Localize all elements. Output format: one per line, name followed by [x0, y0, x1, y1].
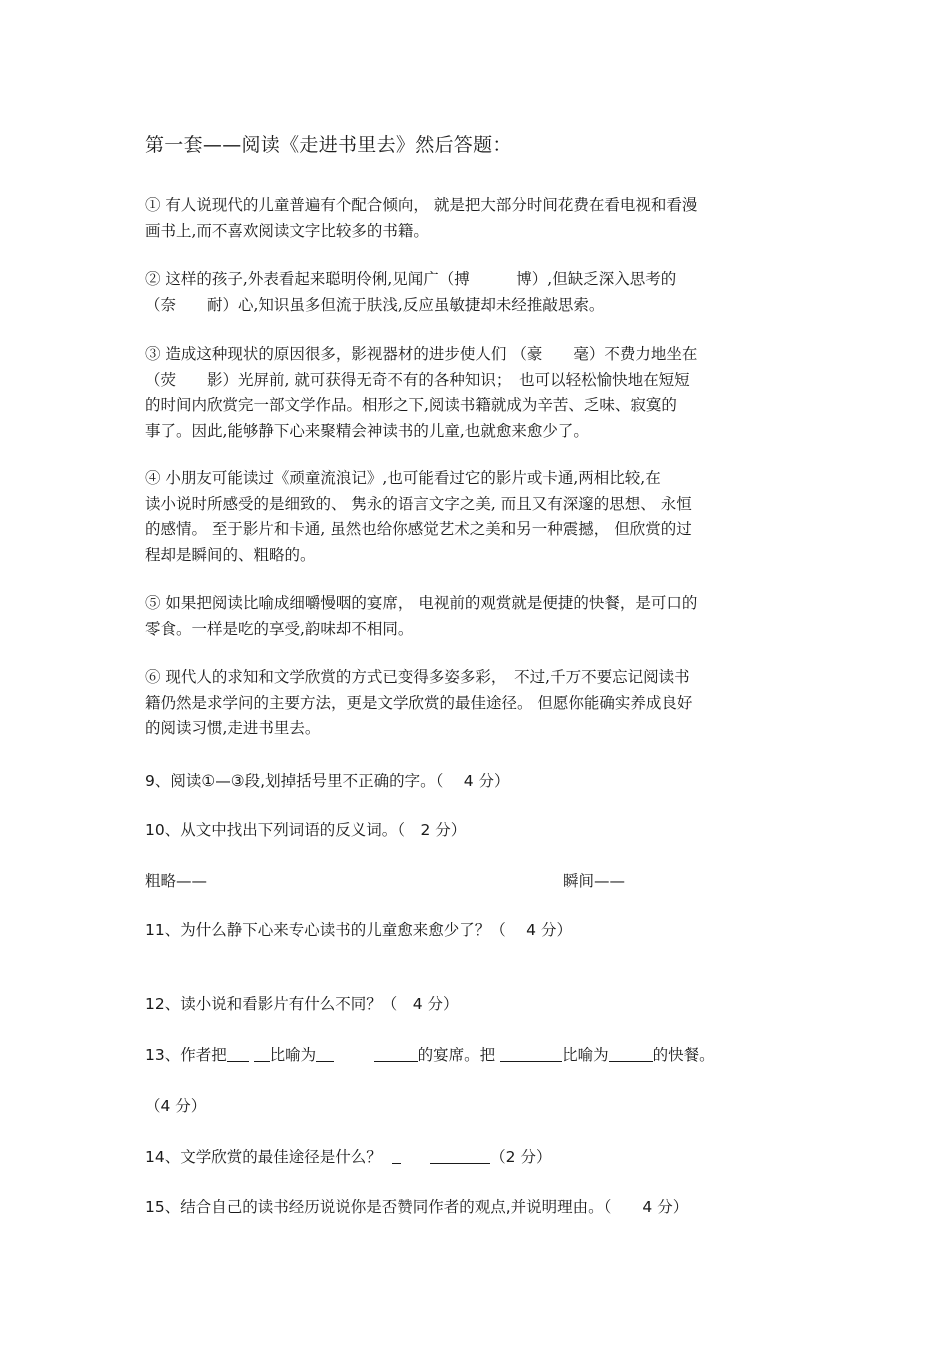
question-10-item-b: 瞬间—— [563, 872, 626, 890]
paragraph-2 [145, 267, 785, 318]
paragraph-line: ② 这样的孩子,外表看起来聪明伶俐,见闻广（搏 博）,但缺乏深入思考的 [145, 270, 677, 288]
paragraph-line: 事了。因此,能够静下心来聚精会神读书的儿童,也就愈来愈少了。 [145, 421, 589, 440]
paragraph-line: 籍仍然是求学问的主要方法，更是文学欣赏的最佳途径。 但愿你能确实养成良好 [145, 693, 693, 712]
answer-blank[interactable] [374, 1047, 418, 1062]
paragraph-line: 程却是瞬间的、粗略的。 [145, 545, 316, 564]
worksheet-title: 第一套——阅读《走进书里去》然后答题： [145, 134, 512, 156]
paragraph-4 [145, 466, 785, 568]
question-11: 11、为什么静下心来专心读书的儿童愈来愈少了？（ 4 分） [145, 921, 572, 939]
paragraph-6 [145, 665, 785, 742]
question-12: 12、读小说和看影片有什么不同？（ 4 分） [145, 995, 459, 1013]
answer-blank[interactable] [500, 1047, 562, 1062]
answer-blank[interactable] [227, 1047, 249, 1062]
paragraph-line: ④ 小朋友可能读过《顽童流浪记》,也可能看过它的影片或卡通,两相比较,在 [145, 469, 661, 487]
question-14 [145, 1145, 551, 1167]
answer-blank[interactable] [430, 1149, 490, 1164]
question-13 [145, 1043, 715, 1065]
paragraph-line: 画书上,而不喜欢阅读文字比较多的书籍。 [145, 221, 429, 240]
question-13-text: 13、作者把 [145, 1046, 227, 1064]
question-10-item-a: 粗略—— [145, 872, 208, 890]
paragraph-line: ① 有人说现代的儿童普遍有个配合倾向， 就是把大部分时间花费在看电视和看漫 [145, 196, 698, 214]
answer-blank[interactable] [609, 1047, 653, 1062]
paragraph-3 [145, 342, 785, 444]
paragraph-line: 的阅读习惯,走进书里去。 [145, 719, 321, 737]
question-13-text: 比喻为 [269, 1046, 317, 1064]
paragraph-line: 零食。一样是吃的享受,韵味却不相同。 [145, 619, 414, 638]
paragraph-line: （奈 耐）心,知识虽多但流于肤浅,反应虽敏捷却未经推敲思索。 [145, 295, 605, 314]
paragraph-line: ⑥ 现代人的求知和文学欣赏的方式已变得多姿多彩， 不过,千万不要忘记阅读书 [145, 668, 690, 686]
paragraph-1 [145, 193, 785, 244]
answer-blank[interactable] [254, 1047, 270, 1062]
paragraph-line: ③ 造成这种现状的原因很多，影视器材的进步使人们 （豪 毫）不费力地坐在 [145, 345, 698, 363]
question-13-score: （4 分） [145, 1097, 207, 1115]
paragraph-line: 读小说时所感受的是细致的、 隽永的语言文字之美, 而且又有深邃的思想、 永恒 [145, 494, 692, 513]
answer-blank[interactable] [392, 1149, 401, 1164]
paragraph-line: （荧 影）光屏前, 就可获得无奇不有的各种知识； 也可以轻松愉快地在短短 [145, 370, 690, 389]
question-13-text: 的宴席。把 [417, 1046, 496, 1064]
question-9: 9、阅读①—③段,划掉括号里不正确的字。（ 4 分） [145, 772, 510, 790]
paragraph-line: 的感情。 至于影片和卡通, 虽然也给你感觉艺术之美和另一种震撼， 但欣赏的过 [145, 520, 692, 538]
paragraph-line: ⑤ 如果把阅读比喻成细嚼慢咽的宴席， 电视前的观赏就是便捷的快餐，是可口的 [145, 594, 698, 612]
paragraph-5 [145, 591, 785, 642]
question-14-text: 14、文学欣赏的最佳途径是什么？ [145, 1148, 382, 1166]
question-10: 10、从文中找出下列词语的反义词。（ 2 分） [145, 821, 467, 839]
answer-blank[interactable] [316, 1047, 334, 1062]
question-15: 15、结合自己的读书经历说说你是否赞同作者的观点,并说明理由。（ 4 分） [145, 1198, 689, 1216]
question-13-text: 的快餐。 [652, 1046, 715, 1064]
question-14-score: （2 分） [490, 1148, 552, 1166]
paragraph-line: 的时间内欣赏完一部文学作品。相形之下,阅读书籍就成为辛苦、乏味、寂寞的 [145, 396, 677, 414]
question-13-text: 比喻为 [562, 1046, 609, 1064]
